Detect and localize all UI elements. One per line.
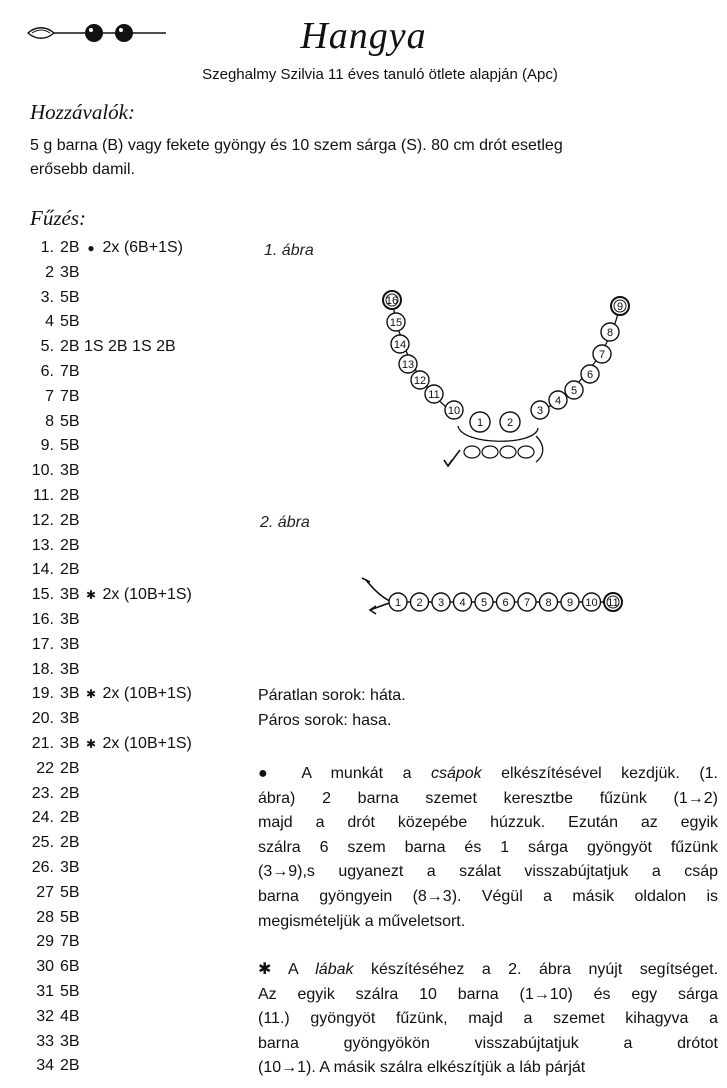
antennae-text-line: ábra) 2 barna szemet keresztbe fűzünk (1→2) [258,789,718,807]
legs-text-line: ✱ A lábak készítéséhez a 2. ábra nyújt segítséget. [258,961,719,978]
step-number: 23. [31,784,54,802]
wire-end-right [536,436,543,462]
ingredients-text [30,134,727,182]
bead-label: 16 [385,295,399,307]
step-beads: 3B [60,586,80,604]
bead-label: 9 [566,597,574,609]
threading-step [26,955,192,980]
ingredients-heading: Hozzávalók: [30,100,135,124]
bead-label: 11 [428,389,440,401]
step-beads: 2B [60,809,80,827]
antennae-text-line: (3→9),s ugyanezt a szálat visszabújtatjuk a csáp [258,863,718,881]
bead-label: 8 [606,327,614,339]
step-number: 1. [40,239,54,256]
step-number: 6. [40,362,54,380]
step-number: 26. [31,858,54,876]
bead-label: 1 [476,417,484,429]
bead-label: 11 [607,597,619,609]
step-number: 28 [36,908,54,926]
bead-label: 12 [413,375,427,387]
threading-step [26,484,192,509]
threading-step [26,732,192,757]
threading-step [26,658,192,683]
bead-label: 2 [506,417,514,429]
step-beads: 2B [60,511,80,529]
bead-label: 5 [570,385,578,397]
arrow-icon [362,578,370,582]
step-beads: 5B [60,313,80,331]
antennae-text-line: megismételjük a műveletsort. [258,912,466,930]
step-number: 15. [31,586,54,604]
threading-step [26,310,192,335]
arrow-icon [370,606,376,614]
step-beads: 2B [60,759,80,777]
threading-step [26,831,192,856]
threading-step [26,682,192,707]
body-bead [518,446,534,458]
bead-label: 8 [545,597,552,609]
note-even-rows: Páros sorok: hasa. [258,711,392,729]
step-marker-icon: ✱ [86,736,97,751]
step-beads: 3B [60,263,80,281]
step-beads: 5B [60,437,80,455]
step-beads: 3B [60,858,80,876]
step-number: 18. [31,660,54,678]
threading-step [26,583,192,608]
threading-step [26,360,192,385]
step-number: 9. [40,437,54,455]
bead-label: 14 [393,339,407,351]
ingredients-line-1: 5 g barna (B) vagy fekete gyöngy és 10 szem sárga (S). 80 cm drót esetleg [30,137,563,154]
bead-label: 1 [394,597,402,609]
figure-1-antenna-diagram [340,270,660,490]
step-number: 14. [31,561,54,579]
threading-heading: Fűzés: [30,206,86,230]
step-extra: 2x (6B+1S) [98,239,183,256]
bead-label: 7 [598,349,606,361]
threading-step [26,806,192,831]
threading-step [26,286,192,311]
step-number: 20. [31,710,54,728]
body-wire [458,426,538,441]
arrow-icon [444,460,452,466]
threading-step [26,385,192,410]
threading-step [26,558,192,583]
step-extra: 2x (10B+1S) [98,586,192,604]
step-number: 22 [36,759,54,777]
bead-label: 2 [416,597,423,609]
step-beads: 3B [60,734,80,752]
ingredients-line-2: erősebb damil. [30,161,135,178]
threading-step [26,856,192,881]
bead-label: 3 [536,405,544,417]
threading-step [26,534,192,559]
bead-label: 10 [447,405,461,417]
step-marker-icon: ● [87,241,95,255]
step-number: 7 [45,387,54,405]
threading-step [26,261,192,286]
step-marker-icon: ✱ [86,687,97,702]
legs-text-line: (11.) gyöngyöt fűzünk, majd a szemet kihagyva a [258,1010,718,1028]
step-extra: 2x (10B+1S) [98,685,192,703]
figure-1-label: 1. ábra [264,242,314,259]
threading-step [26,930,192,955]
step-marker-icon: ✱ [86,588,97,603]
step-beads: 2B [60,1057,80,1075]
bead-label: 6 [502,597,509,609]
legs-text-line: (10→1). A másik szálra elkészítjük a láb párját [258,1059,586,1077]
note-odd-rows: Páratlan sorok: háta. [258,687,406,704]
step-number: 25. [31,834,54,852]
step-beads: 2B [60,561,80,579]
step-beads: 5B [60,908,80,926]
threading-steps-list [26,236,192,1079]
figure-2-label: 2. ábra [260,514,310,531]
step-number: 17. [31,635,54,653]
step-number: 4 [45,313,54,331]
bead-label: 9 [616,301,624,313]
threading-step [26,335,192,360]
step-extra: 2x (10B+1S) [98,734,192,752]
threading-step [26,1005,192,1030]
step-number: 13. [31,536,54,554]
legs-text-line: barna gyöngyökön visszabújtatjuk a drótot [258,1034,718,1052]
threading-step [26,881,192,906]
step-beads: 2B 1S 2B 1S 2B [60,338,176,356]
step-beads: 3B [60,1032,80,1050]
step-beads: 6B [60,958,80,976]
step-beads: 3B [60,660,80,678]
step-beads: 3B [60,635,80,653]
step-beads: 7B [60,387,80,405]
bead-label: 6 [586,369,594,381]
step-beads: 4B [60,1007,80,1025]
step-number: 16. [31,610,54,628]
threading-step [26,410,192,435]
bead-label: 3 [437,597,445,609]
antennae-text-line: majd a drót közepébe húzzuk. Ezután az egyik [258,814,718,832]
step-beads: 5B [60,982,80,1000]
step-number: 21. [31,734,54,752]
step-number: 12. [31,511,54,529]
step-number: 19. [31,685,54,703]
threading-step [26,509,192,534]
step-number: 24. [31,809,54,827]
page-subtitle: Szeghalmy Szilvia 11 éves tanuló ötlete alapján (Apc) [202,66,558,83]
figure-2-leg-diagram [356,570,646,630]
bead-label: 10 [585,597,598,609]
step-beads: 3B [60,710,80,728]
step-number: 34 [36,1057,54,1075]
bead-label: 5 [480,597,488,609]
threading-step [26,633,192,658]
bead-label: 4 [554,395,562,407]
paragraph-legs [258,958,718,1081]
body-bead [482,446,498,458]
step-beads: 2B [60,536,80,554]
antennae-text-line: barna gyöngyein (8→3). Végül a másik oldalon is [258,887,718,905]
step-beads: 3B [60,685,80,703]
threading-step [26,236,192,261]
bead-label: 15 [389,317,403,329]
step-beads: 3B [60,462,80,480]
step-beads: 2B [60,239,80,256]
threading-step [26,434,192,459]
threading-step [26,707,192,732]
threading-step [26,608,192,633]
step-beads: 3B [60,610,80,628]
step-number: 10. [31,462,54,480]
step-beads: 2B [60,486,80,504]
body-bead [500,446,516,458]
step-number: 8 [45,412,54,430]
bead-label: 7 [523,597,531,609]
step-beads: 5B [60,412,80,430]
step-number: 30 [36,958,54,976]
step-beads: 5B [60,288,80,306]
step-beads: 7B [60,933,80,951]
legs-text-line: Az egyik szálra 10 barna (1→10) és egy sárga [258,985,718,1003]
body-bead [464,446,480,458]
threading-step [26,906,192,931]
threading-step [26,459,192,484]
step-number: 11. [32,486,54,504]
step-number: 2 [45,263,54,281]
step-number: 29 [36,933,54,951]
step-beads: 2B [60,834,80,852]
threading-step [26,757,192,782]
step-number: 3. [40,288,54,306]
step-beads: 7B [60,362,80,380]
step-number: 31 [36,982,54,1000]
page-title: Hangya [300,15,427,57]
wire-top [366,580,392,602]
antennae-text-line: ● A munkát a csápok elkészítésével kezdjük. (1. [258,765,718,782]
step-beads: 5B [60,883,80,901]
threading-step [26,980,192,1005]
notes-block [258,684,718,733]
step-number: 33 [36,1032,54,1050]
antennae-text-line: szálra 6 szem barna és 1 sárga gyöngyöt fűzünk [258,838,718,856]
step-number: 32 [36,1007,54,1025]
step-number: 27 [36,883,54,901]
step-beads: 2B [60,784,80,802]
bead-label: 13 [401,359,415,371]
paragraph-antennae [258,762,718,934]
step-number: 5. [40,338,54,356]
threading-step [26,1054,192,1079]
threading-step [26,782,192,807]
bead-label: 4 [459,597,466,609]
threading-step [26,1030,192,1055]
